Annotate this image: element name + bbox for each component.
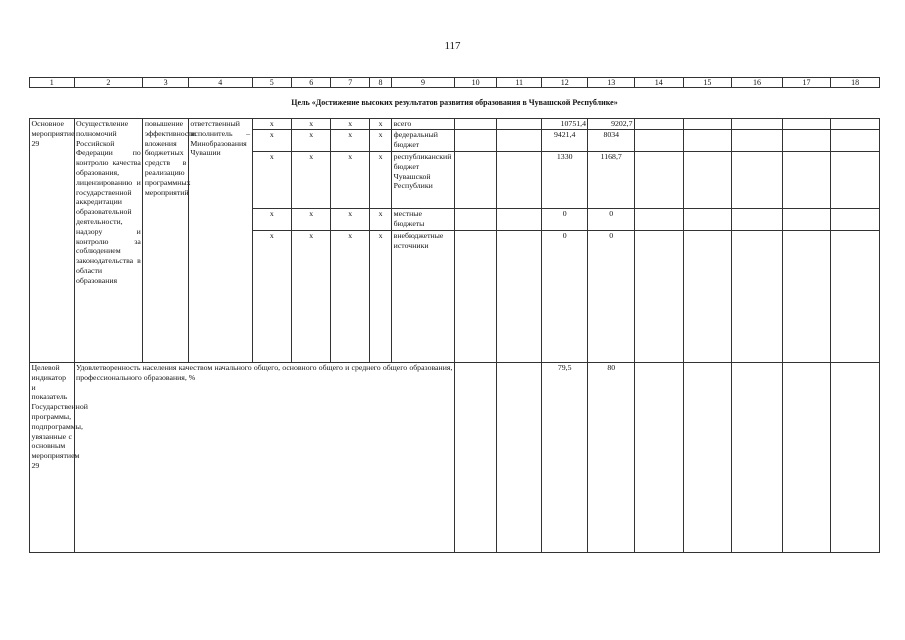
indicator-value-col13: 80 (588, 363, 635, 553)
value-col13: 1168,7 (588, 152, 635, 209)
empty-cell (683, 130, 732, 152)
col-number: 15 (683, 78, 732, 88)
empty-cell (635, 209, 684, 231)
empty-cell (732, 152, 783, 209)
col-number: 10 (454, 78, 497, 88)
value-col13: 0 (588, 231, 635, 363)
cell-x: х (369, 231, 391, 363)
event-goal: повышение эффективности вложения бюджетных средств в реализацию программных мероприятий (143, 119, 189, 363)
empty-cell (732, 231, 783, 363)
empty-cell (635, 231, 684, 363)
empty-cell (782, 363, 831, 553)
cell-x: х (292, 209, 331, 231)
goal-row (30, 88, 880, 119)
empty-cell (497, 231, 542, 363)
indicator-text: Удовлетворенность населения качеством начального общего, основного общего и среднего общего образования, профессионального образования, % (74, 363, 454, 553)
cell-x: х (369, 130, 391, 152)
empty-cell (635, 363, 684, 553)
col-number: 12 (541, 78, 588, 88)
empty-cell (831, 119, 880, 130)
empty-cell (831, 209, 880, 231)
value-col13: 8034 (588, 130, 635, 152)
cell-x: х (369, 209, 391, 231)
empty-cell (732, 209, 783, 231)
col-number: 13 (588, 78, 635, 88)
empty-cell (635, 119, 684, 130)
value-col12: 0 (541, 209, 588, 231)
cell-x: х (331, 209, 369, 231)
cell-x: х (331, 130, 369, 152)
col-number: 11 (497, 78, 542, 88)
empty-cell (782, 209, 831, 231)
funding-source: внебюджетные источники (392, 231, 455, 363)
empty-cell (683, 231, 732, 363)
cell-x: х (331, 152, 369, 209)
empty-cell (782, 231, 831, 363)
empty-cell (683, 119, 732, 130)
col-number: 8 (369, 78, 391, 88)
empty-cell (831, 231, 880, 363)
page-number: 117 (444, 40, 461, 52)
column-numbers-row (30, 78, 880, 88)
col-number: 16 (732, 78, 783, 88)
col-number: 17 (782, 78, 831, 88)
indicator-row (30, 363, 880, 553)
cell-x: х (292, 152, 331, 209)
empty-cell (454, 231, 497, 363)
funding-source: республиканский бюджет Чувашской Республики (392, 152, 455, 209)
cell-x: х (331, 119, 369, 130)
col-number: 18 (831, 78, 880, 88)
empty-cell (782, 152, 831, 209)
empty-cell (732, 130, 783, 152)
empty-cell (497, 119, 542, 130)
empty-cell (497, 209, 542, 231)
indicator-value-col12: 79,5 (541, 363, 588, 553)
empty-cell (635, 152, 684, 209)
empty-cell (782, 130, 831, 152)
empty-cell (683, 209, 732, 231)
cell-x: х (292, 130, 331, 152)
event-executor: ответственный исполнитель – Минобразования Чувашии (188, 119, 252, 363)
cell-x: х (252, 130, 291, 152)
value-col12: 0 (541, 231, 588, 363)
empty-cell (497, 363, 542, 553)
empty-cell (454, 152, 497, 209)
cell-x: х (369, 152, 391, 209)
empty-cell (497, 152, 542, 209)
col-number: 2 (74, 78, 143, 88)
col-number: 3 (143, 78, 189, 88)
col-number: 9 (392, 78, 455, 88)
empty-cell (454, 209, 497, 231)
cell-x: х (331, 231, 369, 363)
empty-cell (732, 363, 783, 553)
cell-x: х (252, 152, 291, 209)
funding-source: местные бюджеты (392, 209, 455, 231)
goal-title: Цель «Достижение высоких результатов развития образования в Чувашской Республике» (30, 88, 880, 119)
empty-cell (683, 152, 732, 209)
empty-cell (831, 130, 880, 152)
value-col13: 9202,7 (588, 119, 635, 130)
indicator-label: Целевой индикатор и показатель Государственной программы, подпрограммы, увязанные с основным мероприятием 29 (30, 363, 75, 553)
value-col13: 0 (588, 209, 635, 231)
cell-x: х (292, 119, 331, 130)
cell-x: х (252, 209, 291, 231)
empty-cell (683, 363, 732, 553)
empty-cell (454, 363, 497, 553)
table-row (30, 119, 880, 130)
col-number: 7 (331, 78, 369, 88)
empty-cell (831, 152, 880, 209)
col-number: 5 (252, 78, 291, 88)
cell-x: х (369, 119, 391, 130)
cell-x: х (252, 119, 291, 130)
empty-cell (831, 363, 880, 553)
value-col12: 1330 (541, 152, 588, 209)
value-col12: 10751,4 (541, 119, 588, 130)
col-number: 14 (635, 78, 684, 88)
cell-x: х (292, 231, 331, 363)
empty-cell (782, 119, 831, 130)
empty-cell (454, 119, 497, 130)
empty-cell (732, 119, 783, 130)
empty-cell (454, 130, 497, 152)
event-description: Осуществление полномочий Российской Федерации по контролю качества образования, лицензированию и государственной аккредитации образовательной деятельности, надзору и контролю за соблюдением законодательства в области образования (74, 119, 143, 363)
col-number: 1 (30, 78, 75, 88)
col-number: 6 (292, 78, 331, 88)
value-col12: 9421,4 (541, 130, 588, 152)
program-table (29, 77, 880, 553)
event-name: Основное мероприятие 29 (30, 119, 75, 363)
funding-source: всего (392, 119, 455, 130)
cell-x: х (252, 231, 291, 363)
col-number: 4 (188, 78, 252, 88)
funding-source: федеральный бюджет (392, 130, 455, 152)
empty-cell (497, 130, 542, 152)
empty-cell (635, 130, 684, 152)
